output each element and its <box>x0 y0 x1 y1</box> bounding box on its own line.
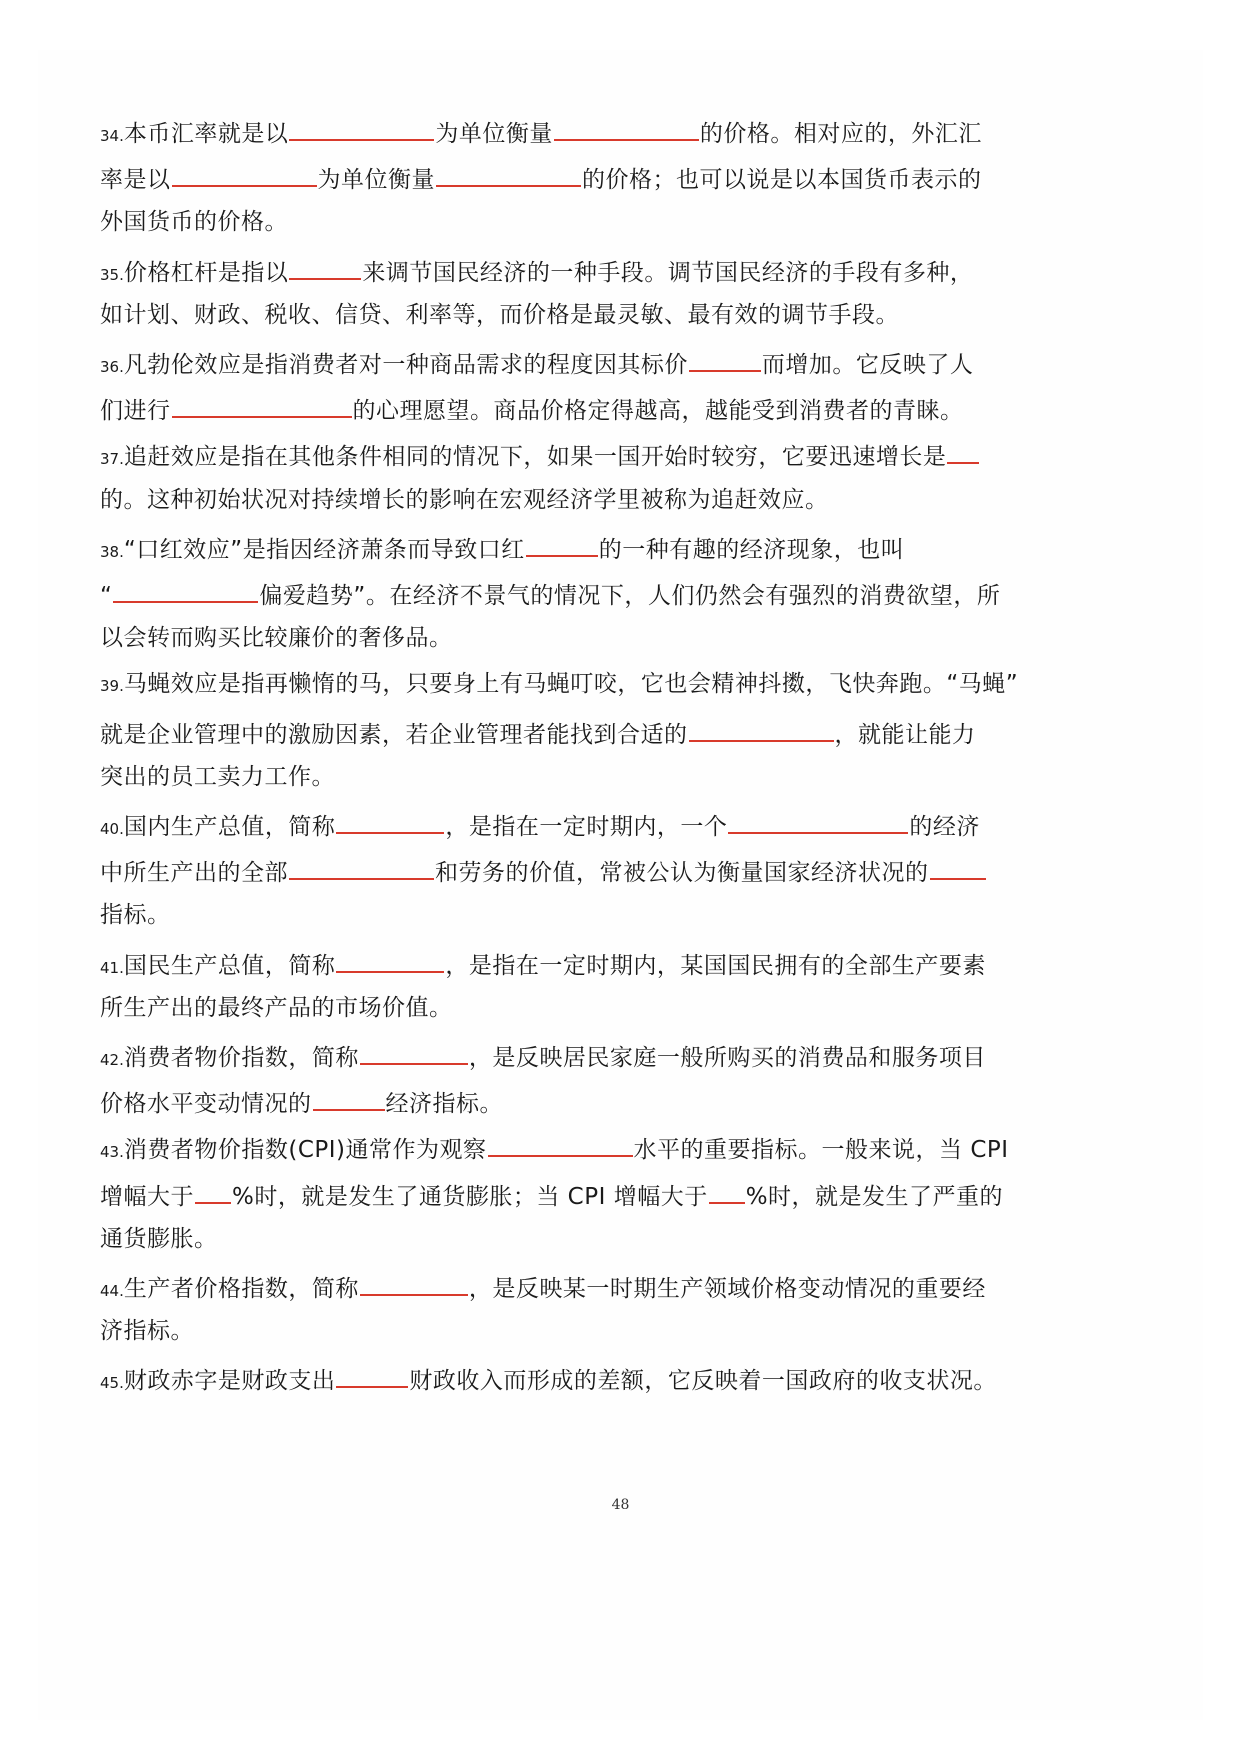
question-37-line <box>100 436 980 470</box>
question-text: ，是反映居民家庭一般所购买的消费品和服务项目 <box>468 1045 986 1071</box>
fill-in-blank[interactable] <box>526 529 598 557</box>
fill-in-blank[interactable] <box>360 1268 468 1296</box>
question-text: 而增加。它反映了人 <box>761 352 974 378</box>
question-35-line <box>100 252 973 286</box>
question-36-line <box>100 390 964 424</box>
question-text: 济指标。 <box>100 1318 194 1344</box>
question-text: 中所生产出的全部 <box>100 860 288 886</box>
fill-in-blank[interactable] <box>289 852 434 880</box>
question-40-line <box>100 806 980 840</box>
question-text: 来调节国民经济的一种手段。调节国民经济的手段有多种， <box>362 260 974 286</box>
question-43-line <box>100 1129 1009 1163</box>
question-number: 34. <box>100 127 124 145</box>
question-text: 以会转而购买比较廉价的奢侈品。 <box>100 625 453 651</box>
question-text: 指标。 <box>100 902 171 928</box>
fill-in-blank[interactable] <box>488 1129 633 1157</box>
question-number: 44. <box>100 1282 124 1300</box>
question-text: ，是指在一定时期内，某国国民拥有的全部生产要素 <box>445 953 986 979</box>
question-40-line <box>100 852 987 886</box>
question-36-line <box>100 344 973 378</box>
fill-in-blank[interactable] <box>172 159 317 187</box>
fill-in-blank[interactable] <box>709 1176 745 1204</box>
question-text: 所生产出的最终产品的市场价值。 <box>100 995 453 1021</box>
question-text: 的价格；也可以说是以本国货币表示的 <box>582 167 982 193</box>
question-34-line <box>100 205 288 239</box>
question-41-line <box>100 945 986 979</box>
fill-in-blank[interactable] <box>289 252 361 280</box>
question-38-line <box>100 575 1000 609</box>
question-text: 马蝇效应是指再懒惰的马，只要身上有马蝇叮咬，它也会精神抖擞，飞快奔跑。“马蝇” <box>123 671 1019 697</box>
fill-in-blank[interactable] <box>554 113 699 141</box>
question-43-line <box>100 1222 218 1256</box>
question-text: 外国货币的价格。 <box>100 209 288 235</box>
question-text: 增幅大于 <box>100 1184 194 1210</box>
question-41-line <box>100 991 453 1025</box>
question-text: 如计划、财政、税收、信贷、利率等，而价格是最灵敏、最有效的调节手段。 <box>100 302 899 328</box>
question-text: 本币汇率就是以 <box>123 121 289 147</box>
question-text: 就是企业管理中的激励因素，若企业管理者能找到合适的 <box>100 722 688 748</box>
question-text: ，是反映某一时期生产领域价格变动情况的重要经 <box>468 1276 986 1302</box>
question-number: 42. <box>100 1051 124 1069</box>
question-text: 的一种有趣的经济现象，也叫 <box>598 537 905 563</box>
question-38-line <box>100 529 904 563</box>
question-44-line <box>100 1268 986 1302</box>
question-text: ，是指在一定时期内，一个 <box>445 814 728 840</box>
question-35-line <box>100 298 899 332</box>
question-39-line <box>100 714 976 748</box>
question-text: 率是以 <box>100 167 171 193</box>
question-40-line <box>100 898 171 932</box>
question-text: 国民生产总值，简称 <box>123 953 336 979</box>
question-text: 经济指标。 <box>385 1091 503 1117</box>
question-text: 价格杠杆是指以 <box>123 260 289 286</box>
fill-in-blank[interactable] <box>113 575 258 603</box>
question-34-line <box>100 159 982 193</box>
question-number: 37. <box>100 450 124 468</box>
question-text: “口红效应”是指因经济萧条而导致口红 <box>123 537 525 563</box>
question-text: “ <box>100 583 113 609</box>
question-text: 财政收入而形成的差额，它反映着一国政府的收支状况。 <box>409 1368 997 1394</box>
question-number: 45. <box>100 1374 124 1392</box>
question-text: ，就能让能力 <box>834 722 976 748</box>
fill-in-blank[interactable] <box>172 390 352 418</box>
fill-in-blank[interactable] <box>689 714 834 742</box>
question-text: 追赶效应是指在其他条件相同的情况下，如果一国开始时较穷，它要迅速增长是 <box>123 444 947 470</box>
question-text: 通货膨胀。 <box>100 1226 218 1252</box>
fill-in-blank[interactable] <box>360 1037 468 1065</box>
question-45-line <box>100 1360 997 1394</box>
fill-in-blank[interactable] <box>436 159 581 187</box>
fill-in-blank[interactable] <box>930 852 986 880</box>
question-text: 生产者价格指数，简称 <box>123 1276 359 1302</box>
question-text: %时，就是发生了严重的 <box>745 1184 1004 1210</box>
page-number: 48 <box>611 1497 630 1513</box>
question-38-line <box>100 621 453 655</box>
question-text: 为单位衡量 <box>317 167 435 193</box>
fill-in-blank[interactable] <box>336 806 444 834</box>
question-text: 的。这种初始状况对持续增长的影响在宏观经济学里被称为追赶效应。 <box>100 487 829 513</box>
fill-in-blank[interactable] <box>289 113 434 141</box>
question-text: 为单位衡量 <box>435 121 553 147</box>
question-43-line <box>100 1176 1003 1210</box>
question-text: 们进行 <box>100 398 171 424</box>
question-39-line <box>100 667 1018 701</box>
question-text: 的心理愿望。商品价格定得越高，越能受到消费者的青睐。 <box>352 398 964 424</box>
question-text: 国内生产总值，简称 <box>123 814 336 840</box>
question-text: 的价格。相对应的，外汇汇 <box>699 121 982 147</box>
question-text: 消费者物价指数，简称 <box>123 1045 359 1071</box>
question-number: 40. <box>100 820 124 838</box>
question-text: 和劳务的价值，常被公认为衡量国家经济状况的 <box>435 860 929 886</box>
question-text: 消费者物价指数(CPI)通常作为观察 <box>123 1137 487 1163</box>
fill-in-blank[interactable] <box>336 945 444 973</box>
fill-in-blank[interactable] <box>689 344 761 372</box>
fill-in-blank[interactable] <box>195 1176 231 1204</box>
question-37-line <box>100 483 829 517</box>
fill-in-blank[interactable] <box>728 806 908 834</box>
question-number: 41. <box>100 959 124 977</box>
question-number: 38. <box>100 543 124 561</box>
question-44-line <box>100 1314 194 1348</box>
fill-in-blank[interactable] <box>336 1360 408 1388</box>
question-text: 的经济 <box>909 814 980 840</box>
question-34-line <box>100 113 982 147</box>
question-text: 水平的重要指标。一般来说，当 CPI <box>633 1137 1009 1163</box>
question-text: %时，就是发生了通货膨胀；当 CPI 增幅大于 <box>232 1184 708 1210</box>
question-text: 财政赤字是财政支出 <box>123 1368 336 1394</box>
question-text: 凡勃伦效应是指消费者对一种商品需求的程度因其标价 <box>123 352 688 378</box>
question-42-line <box>100 1083 503 1117</box>
fill-in-blank[interactable] <box>313 1083 385 1111</box>
question-number: 35. <box>100 266 124 284</box>
question-number: 43. <box>100 1143 124 1161</box>
question-number: 36. <box>100 358 124 376</box>
question-text: 偏爱趋势”。在经济不景气的情况下，人们仍然会有强烈的消费欲望，所 <box>259 583 1001 609</box>
question-39-line <box>100 760 335 794</box>
question-text: 价格水平变动情况的 <box>100 1091 312 1117</box>
question-42-line <box>100 1037 986 1071</box>
question-text: 突出的员工卖力工作。 <box>100 764 335 790</box>
question-number: 39. <box>100 677 124 695</box>
fill-in-blank[interactable] <box>947 436 979 464</box>
